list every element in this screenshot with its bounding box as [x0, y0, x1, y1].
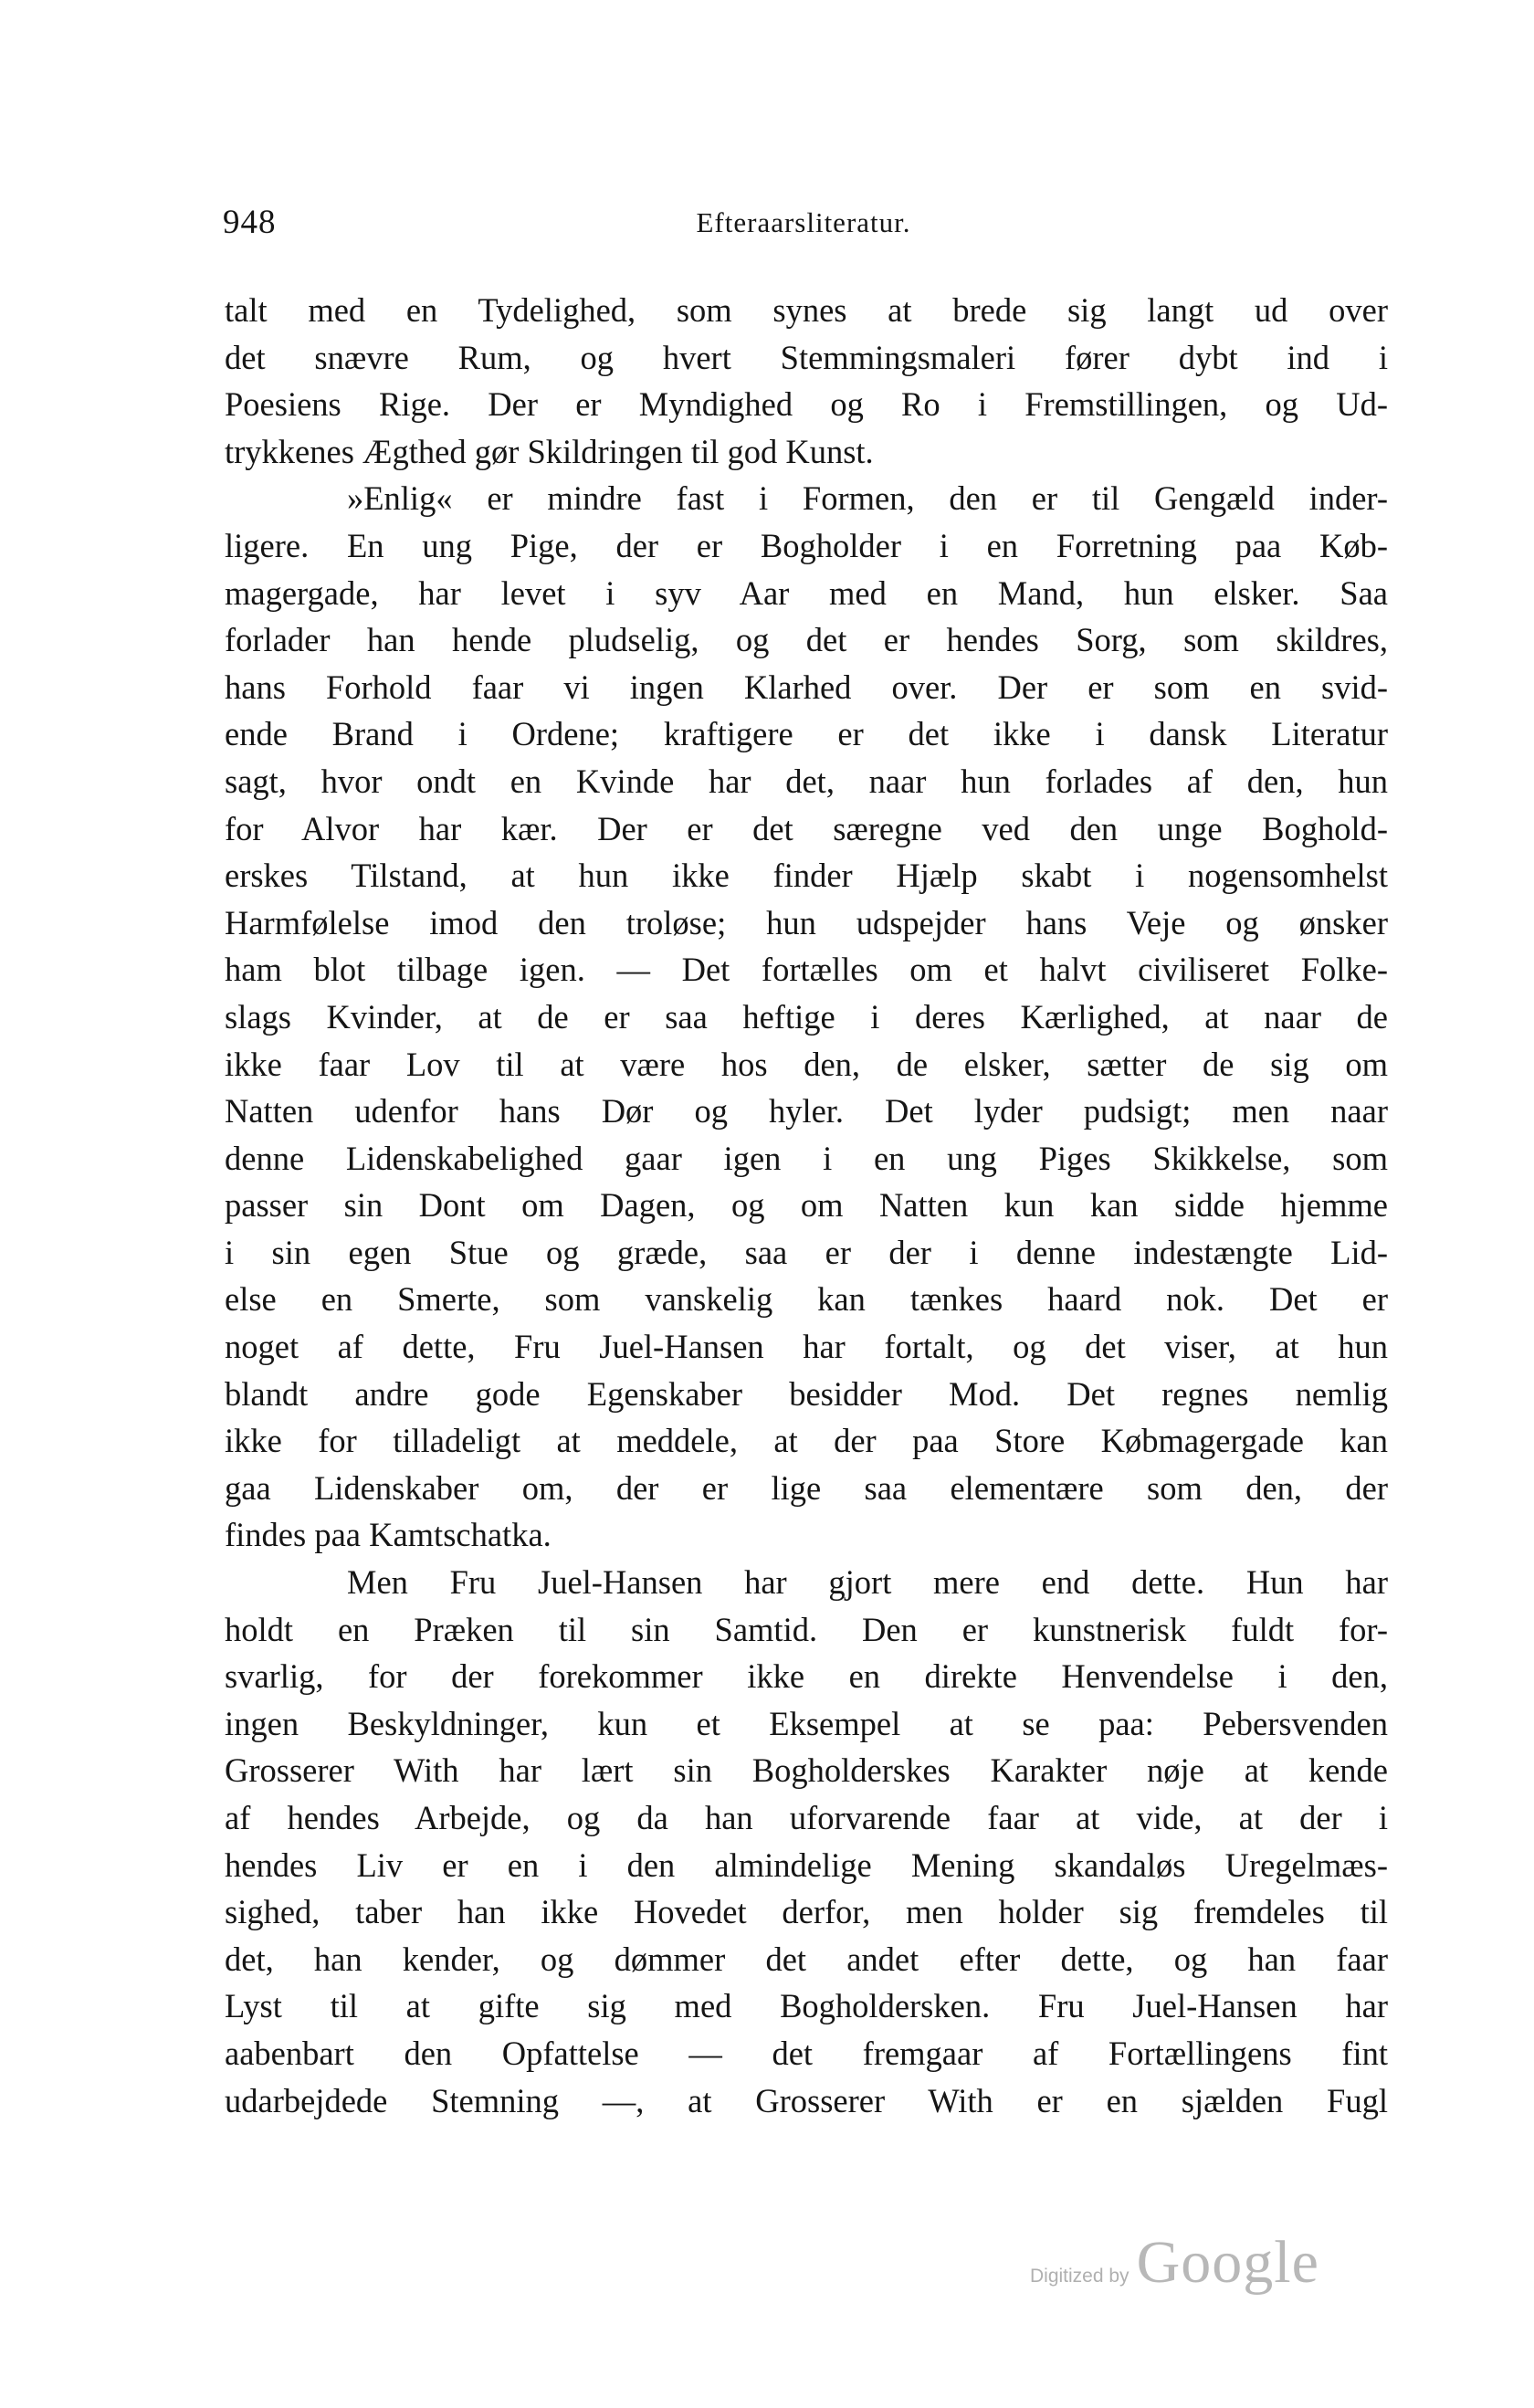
text-line: ham blot tilbage igen. — Det fortælles om et halvt civiliseret Folke- [225, 951, 1388, 989]
page-number: 948 [223, 204, 277, 241]
text-line: Grosserer With har lært sin Bogholderskes Karakter nøje at kende [225, 1751, 1388, 1790]
text-line: magergade, har levet i syv Aar med en Mand, hun elsker. Saa [225, 573, 1388, 612]
text-line: passer sin Dont om Dagen, og om Natten kun kan sidde hjemme [225, 1186, 1388, 1225]
digitized-watermark [1030, 2228, 1319, 2301]
text-line: det snævre Rum, og hvert Stemmingsmaleri fører dybt ind i [225, 338, 1388, 376]
text-line: ende Brand i Ordene; kraftigere er det ikke i dansk Literatur [225, 715, 1388, 753]
text-line: holdt en Præken til sin Samtid. Den er kunstnerisk fuldt for- [225, 1610, 1388, 1648]
running-head: Efteraarsliteratur. [696, 206, 911, 238]
text-line: Poesiens Rige. Der er Myndighed og Ro i Fremstillingen, og Ud- [225, 385, 1388, 424]
google-logo: Google [1136, 2229, 1319, 2296]
text-line: forlader han hende pludselig, og det er hendes Sorg, som skildres, [225, 621, 1388, 659]
text-line: ikke for tilladeligt at meddele, at der paa Store Købmagergade kan [225, 1422, 1388, 1460]
text-line: aabenbart den Opfattelse — det fremgaar af Fortællingens fint [225, 2034, 1388, 2072]
text-line: hendes Liv er en i den almindelige Mening skandaløs Uregelmæs- [225, 1845, 1388, 1884]
text-line: af hendes Arbejde, og da han uforvarende faar at vide, at der i [225, 1799, 1388, 1836]
text-line: trykkenes Ægthed gør Skildringen til god Kunst. [225, 432, 874, 470]
text-line: hans Forhold faar vi ingen Klarhed over. Der er som en svid- [225, 668, 1388, 706]
text-line: blandt andre gode Egenskaber besidder Mod. Det regnes nemlig [225, 1374, 1388, 1413]
text-line: findes paa Kamtschatka. [225, 1516, 552, 1554]
text-line: Harmfølelse imod den troløse; hun udspejder hans Veje og ønsker [225, 903, 1388, 941]
text-line: i sin egen Stue og græde, saa er der i denne indestængte Lid- [225, 1233, 1388, 1271]
text-line: udarbejdede Stemning —, at Grosserer With er en sjælden Fugl [225, 2081, 1388, 2119]
text-line: talt med en Tydelighed, som synes at brede sig langt ud over [225, 291, 1388, 329]
text-line: svarlig, for der forekommer ikke en direkte Henvendelse i den, [225, 1657, 1388, 1696]
text-line: noget af dette, Fru Juel-Hansen har fortalt, og det viser, at hun [225, 1328, 1388, 1366]
text-line: denne Lidenskabelighed gaar igen i en ung Piges Skikkelse, som [225, 1139, 1388, 1177]
page-header [219, 203, 1388, 258]
text-line: erskes Tilstand, at hun ikke finder Hjælp skabt i nogensomhelst [225, 857, 1388, 895]
text-line: ingen Beskyldninger, kun et Eksempel at se paa: Pebersvenden [225, 1704, 1388, 1742]
text-line: Natten udenfor hans Dør og hyler. Det lyder pudsigt; men naar [225, 1092, 1388, 1130]
text-line: slags Kvinder, at de er saa heftige i deres Kærlighed, at naar de [225, 997, 1388, 1036]
text-line: for Alvor har kær. Der er det særegne ved den unge Boghold- [225, 809, 1388, 847]
text-line: Men Fru Juel-Hansen har gjort mere end dette. Hun har [347, 1563, 1388, 1602]
text-line: sighed, taber han ikke Hovedet derfor, men holder sig fremdeles til [225, 1893, 1388, 1931]
text-line: Lyst til at gifte sig med Bogholdersken. Fru Juel-Hansen har [225, 1987, 1388, 2025]
watermark-prefix: Digitized by [1030, 2266, 1129, 2287]
text-line: det, han kender, og dømmer det andet efter dette, og han faar [225, 1940, 1388, 1978]
body-text [225, 287, 1388, 2124]
text-line: gaa Lidenskaber om, der er lige saa elementære som den, der [225, 1468, 1388, 1507]
text-line: »Enlig« er mindre fast i Formen, den er til Gengæld inder- [347, 479, 1388, 518]
text-line: else en Smerte, som vanskelig kan tænkes haard nok. Det er [225, 1280, 1388, 1319]
text-line: sagt, hvor ondt en Kvinde har det, naar hun forlades af den, hun [225, 762, 1388, 800]
text-line: ikke faar Lov til at være hos den, de elsker, sætter de sig om [225, 1045, 1388, 1083]
text-line: ligere. En ung Pige, der er Bogholder i en Forretning paa Køb- [225, 526, 1388, 564]
